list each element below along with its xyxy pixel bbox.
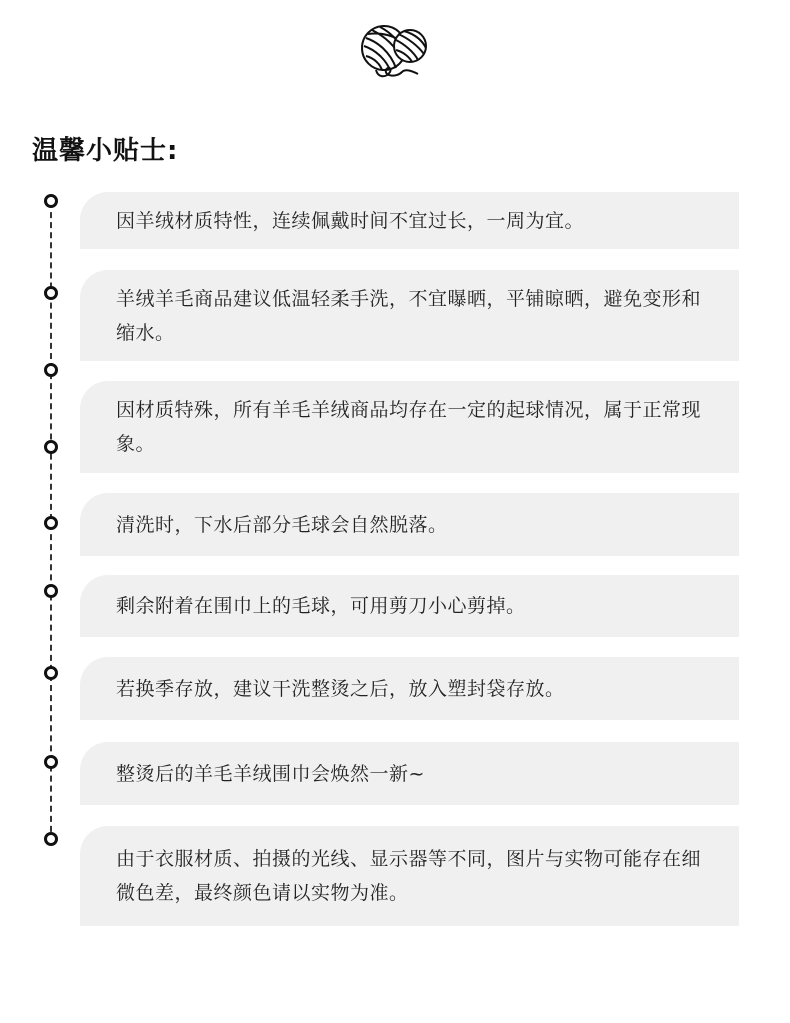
tip-card [80, 381, 739, 473]
tip-card [80, 192, 739, 249]
timeline-dot [44, 286, 58, 300]
timeline-dot [44, 194, 58, 208]
page-title: 温馨小贴士: [32, 136, 179, 166]
tip-card [80, 270, 739, 361]
tip-text: 剩余附着在围巾上的毛球，可用剪刀小心剪掉。 [116, 595, 526, 617]
timeline-dot [44, 666, 58, 680]
tip-card [80, 575, 739, 637]
timeline-dot [44, 584, 58, 598]
tip-text: 因材质特殊，所有羊毛羊绒商品均存在一定的起球情况，属于正常现象。 [116, 399, 702, 455]
tip-text: 若换季存放，建议干洗整烫之后，放入塑封袋存放。 [116, 677, 565, 700]
yarn-ball-icon [356, 22, 432, 82]
timeline-dot [44, 832, 58, 846]
timeline-dot [44, 755, 58, 769]
tip-text: 整烫后的羊毛羊绒围巾会焕然一新~ [116, 762, 425, 785]
timeline-dot [44, 516, 58, 530]
timeline-dot [44, 440, 58, 454]
tip-card [80, 657, 739, 720]
tip-card [80, 742, 739, 805]
tip-text: 由于衣服材质、拍摄的光线、显示器等不同，图片与实物可能存在细微色差，最终颜色请以实物为准。 [116, 848, 702, 904]
tip-text: 羊绒羊毛商品建议低温轻柔手洗，不宜曝晒，平铺晾晒，避免变形和缩水。 [116, 287, 702, 344]
timeline-dot [44, 363, 58, 377]
tip-card [80, 493, 739, 556]
tip-card [80, 826, 739, 926]
tip-text: 因羊绒材质特性，连续佩戴时间不宜过长，一周为宜。 [116, 209, 585, 232]
tip-text: 清洗时，下水后部分毛球会自然脱落。 [116, 513, 448, 536]
